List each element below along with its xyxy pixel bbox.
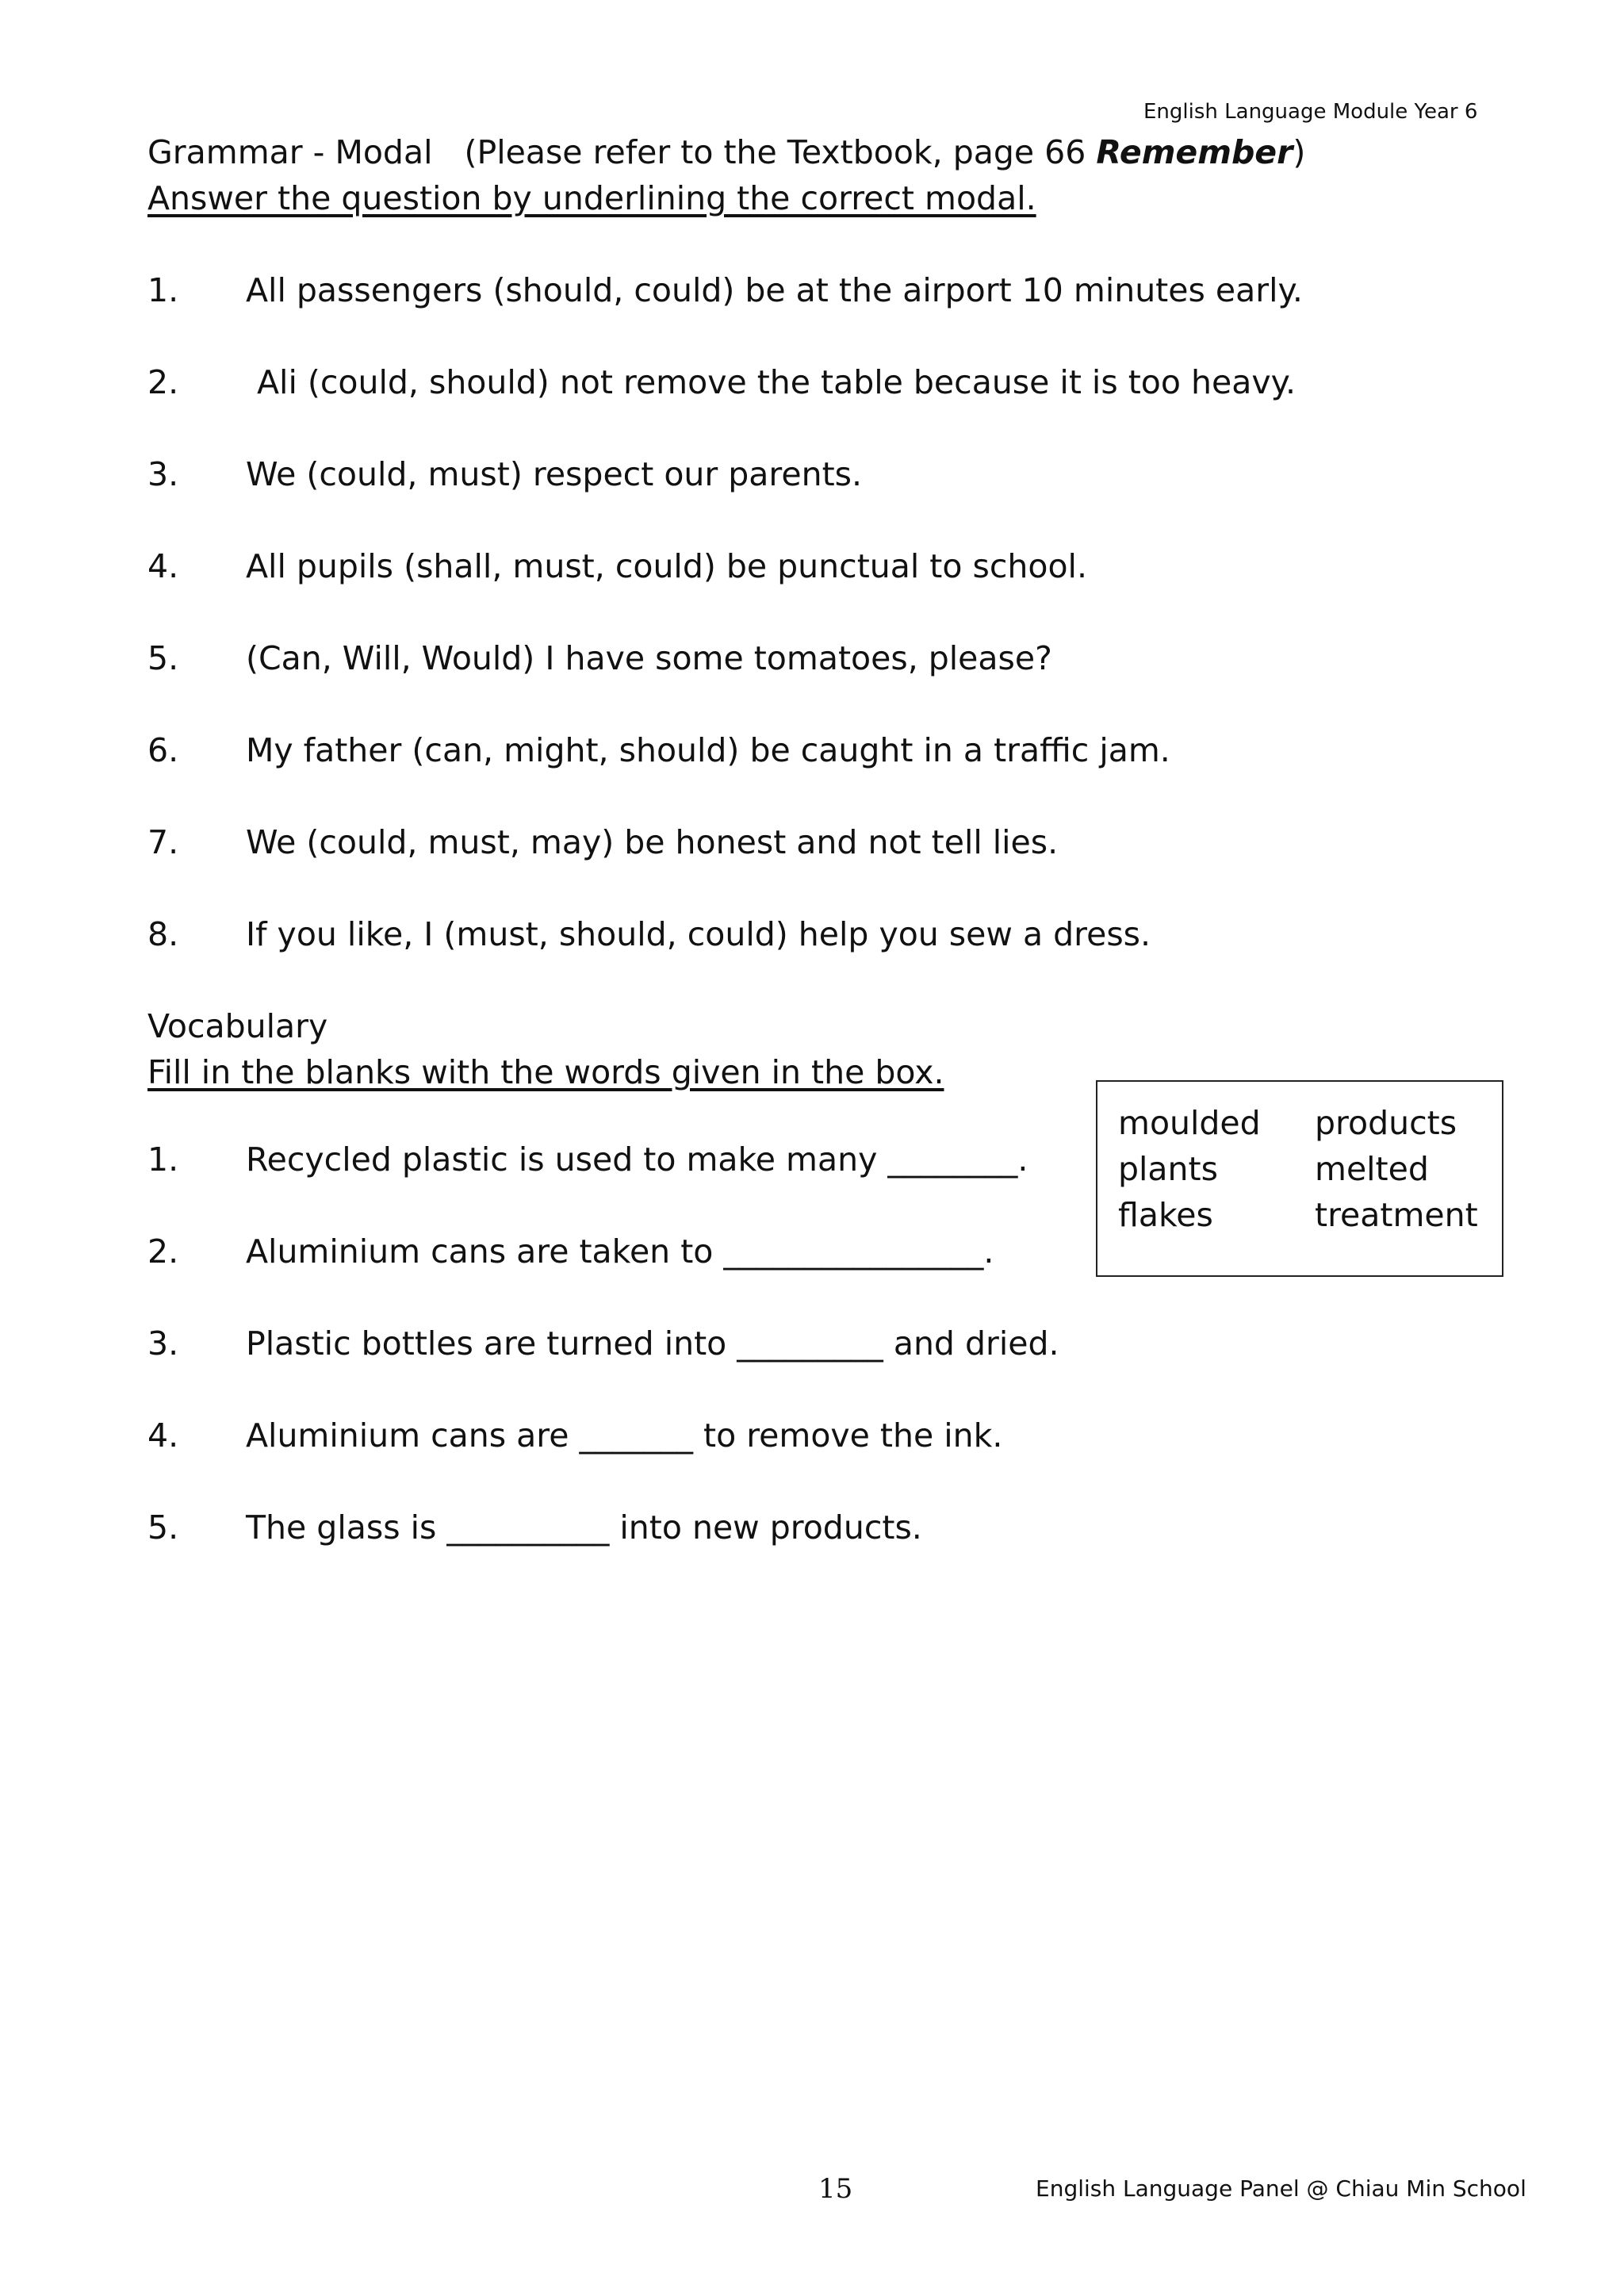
- item-text: (Can, Will, Would) I have some tomatoes, please?: [246, 639, 1052, 677]
- word-box-item: melted: [1315, 1150, 1429, 1188]
- grammar-title: Grammar - Modal: [147, 133, 433, 171]
- item-text: Recycled plastic is used to make many ________.: [246, 1140, 1028, 1179]
- vocabulary-instruction: Fill in the blanks with the words given in the box.: [147, 1053, 944, 1091]
- word-box-item: flakes: [1118, 1196, 1213, 1234]
- item-number: 3.: [147, 455, 179, 493]
- item-text: All passengers (should, could) be at the airport 10 minutes early.: [246, 271, 1303, 309]
- item-number: 1.: [147, 271, 179, 309]
- item-number: 6.: [147, 731, 179, 769]
- item-text: All pupils (shall, must, could) be punctual to school.: [246, 547, 1087, 585]
- word-box-item: moulded: [1118, 1104, 1261, 1142]
- grammar-instruction: Answer the question by underlining the correct modal.: [147, 179, 1036, 217]
- item-number: 2.: [147, 363, 179, 401]
- word-box-item: products: [1315, 1104, 1457, 1142]
- item-number: 8.: [147, 915, 179, 953]
- vocabulary-title: Vocabulary: [147, 1007, 328, 1045]
- item-number: 1.: [147, 1140, 179, 1179]
- word-box-item: plants: [1118, 1150, 1218, 1188]
- word-box-item: treatment: [1315, 1196, 1478, 1234]
- item-text: The glass is __________ into new products.: [246, 1508, 922, 1547]
- reference-close: ): [1293, 133, 1306, 171]
- item-text: We (could, must) respect our parents.: [246, 455, 863, 493]
- footer-panel-label: English Language Panel @ Chiau Min School: [1036, 2175, 1526, 2202]
- item-number: 3.: [147, 1324, 179, 1363]
- item-number: 4.: [147, 1416, 179, 1455]
- item-text: Aluminium cans are taken to ________________.: [246, 1232, 994, 1271]
- grammar-title-line: [147, 133, 1306, 171]
- item-number: 4.: [147, 547, 179, 585]
- item-text: Plastic bottles are turned into _________ and dried.: [246, 1324, 1059, 1363]
- item-text: My father (can, might, should) be caught in a traffic jam.: [246, 731, 1170, 769]
- item-text: We (could, must, may) be honest and not tell lies.: [246, 823, 1059, 861]
- page-number: 15: [818, 2173, 853, 2205]
- item-text: Ali (could, should) not remove the table because it is too heavy.: [257, 363, 1297, 401]
- item-number: 2.: [147, 1232, 179, 1271]
- remember-label: Remember: [1096, 133, 1293, 171]
- item-number: 5.: [147, 1508, 179, 1547]
- item-text: Aluminium cans are _______ to remove the ink.: [246, 1416, 1003, 1455]
- item-number: 7.: [147, 823, 179, 861]
- word-box: [1096, 1080, 1503, 1277]
- item-number: 5.: [147, 639, 179, 677]
- item-text: If you like, I (must, should, could) help you sew a dress.: [246, 915, 1151, 953]
- textbook-reference: (Please refer to the Textbook, page 66: [464, 133, 1097, 171]
- module-header: English Language Module Year 6: [1143, 100, 1478, 124]
